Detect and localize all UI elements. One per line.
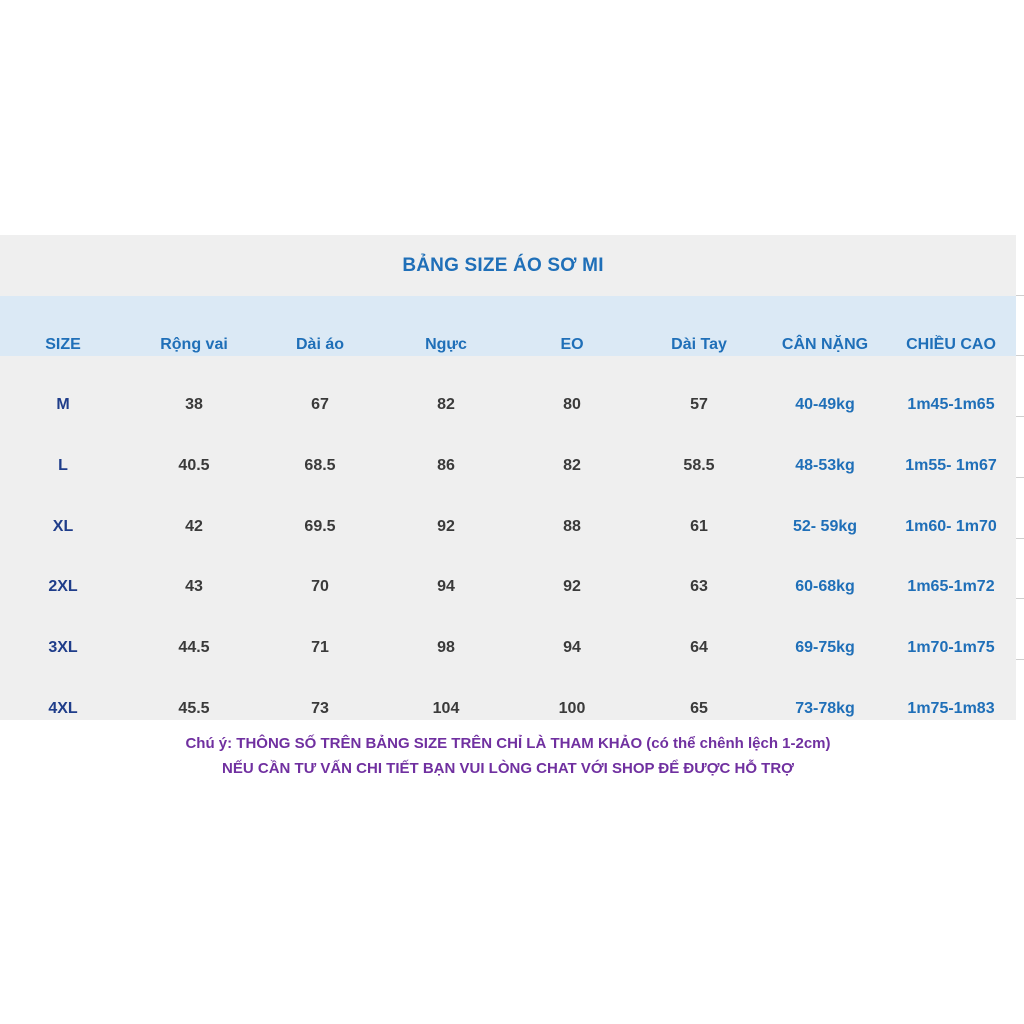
cell-weight: 52- 59kg bbox=[792, 518, 858, 535]
cell-length: 71 bbox=[311, 639, 329, 656]
cell-length: 73 bbox=[311, 700, 329, 717]
header-length: Dài áo bbox=[295, 336, 345, 353]
header-sleeve: Dài Tay bbox=[671, 336, 727, 353]
cell-length: 69.5 bbox=[304, 518, 336, 535]
cell-sleeve: 57 bbox=[690, 396, 708, 413]
cell-height: 1m60- 1m70 bbox=[905, 518, 997, 535]
cell-size: L bbox=[58, 457, 68, 474]
cell-size: 3XL bbox=[48, 639, 78, 656]
header-weight: CÂN NẶNG bbox=[781, 336, 869, 353]
gridline bbox=[1016, 295, 1024, 296]
table-row bbox=[0, 633, 1016, 663]
cell-shoulder: 38 bbox=[185, 396, 203, 413]
gridline bbox=[1016, 477, 1024, 478]
cell-length: 67 bbox=[311, 396, 329, 413]
table-title: BẢNG SIZE ÁO SƠ MI bbox=[402, 254, 604, 276]
cell-weight: 40-49kg bbox=[795, 396, 855, 413]
cell-shoulder: 42 bbox=[185, 518, 203, 535]
cell-height: 1m70-1m75 bbox=[907, 639, 995, 656]
cell-height: 1m55- 1m67 bbox=[905, 457, 997, 474]
cell-weight: 60-68kg bbox=[795, 578, 855, 595]
size-table bbox=[0, 235, 1016, 720]
gridline bbox=[1016, 416, 1024, 417]
cell-sleeve: 64 bbox=[690, 639, 708, 656]
cell-shoulder: 45.5 bbox=[178, 700, 210, 717]
cell-weight: 73-78kg bbox=[795, 700, 855, 717]
cell-sleeve: 58.5 bbox=[683, 457, 715, 474]
cell-height: 1m45-1m65 bbox=[907, 396, 995, 413]
cell-weight: 48-53kg bbox=[795, 457, 855, 474]
cell-size: 2XL bbox=[48, 578, 78, 595]
table-row bbox=[0, 451, 1016, 481]
cell-length: 70 bbox=[311, 578, 329, 595]
cell-waist: 100 bbox=[558, 700, 586, 717]
cell-waist: 80 bbox=[563, 396, 581, 413]
cell-shoulder: 44.5 bbox=[178, 639, 210, 656]
cell-length: 68.5 bbox=[304, 457, 336, 474]
gridline bbox=[1016, 598, 1024, 599]
cell-shoulder: 40.5 bbox=[178, 457, 210, 474]
gridline bbox=[1016, 659, 1024, 660]
header-waist: EO bbox=[560, 336, 584, 353]
cell-waist: 94 bbox=[563, 639, 581, 656]
cell-size: XL bbox=[52, 518, 74, 535]
cell-chest: 92 bbox=[437, 518, 455, 535]
cell-height: 1m75-1m83 bbox=[907, 700, 995, 717]
cell-sleeve: 65 bbox=[690, 700, 708, 717]
cell-size: M bbox=[56, 396, 70, 413]
table-row bbox=[0, 572, 1016, 602]
cell-sleeve: 61 bbox=[690, 518, 708, 535]
gridline bbox=[1016, 355, 1024, 356]
cell-weight: 69-75kg bbox=[795, 639, 855, 656]
cell-chest: 104 bbox=[432, 700, 460, 717]
cell-chest: 82 bbox=[437, 396, 455, 413]
header-size: SIZE bbox=[45, 336, 81, 353]
cell-shoulder: 43 bbox=[185, 578, 203, 595]
cell-chest: 94 bbox=[437, 578, 455, 595]
title-bar bbox=[0, 235, 1016, 296]
cell-chest: 86 bbox=[437, 457, 455, 474]
header-shoulder: Rộng vai bbox=[160, 336, 228, 353]
note-line-2: NẾU CẦN TƯ VẤN CHI TIẾT BẠN VUI LÒNG CHAT VỚI SHOP ĐỂ ĐƯỢC HỖ TRỢ bbox=[222, 760, 794, 777]
header-height: CHIỀU CAO bbox=[906, 336, 996, 353]
cell-waist: 82 bbox=[563, 457, 581, 474]
header-row bbox=[0, 330, 1016, 360]
table-row bbox=[0, 390, 1016, 420]
table-row bbox=[0, 512, 1016, 542]
cell-waist: 92 bbox=[563, 578, 581, 595]
cell-size: 4XL bbox=[48, 700, 78, 717]
cell-height: 1m65-1m72 bbox=[907, 578, 995, 595]
cell-sleeve: 63 bbox=[690, 578, 708, 595]
table-row bbox=[0, 694, 1016, 724]
cell-chest: 98 bbox=[437, 639, 455, 656]
cell-waist: 88 bbox=[563, 518, 581, 535]
header-chest: Ngực bbox=[425, 336, 467, 353]
gridline bbox=[1016, 538, 1024, 539]
note-line-1: Chú ý: THÔNG SỐ TRÊN BẢNG SIZE TRÊN CHỈ LÀ THAM KHẢO (có thể chênh lệch 1-2cm) bbox=[185, 735, 831, 752]
